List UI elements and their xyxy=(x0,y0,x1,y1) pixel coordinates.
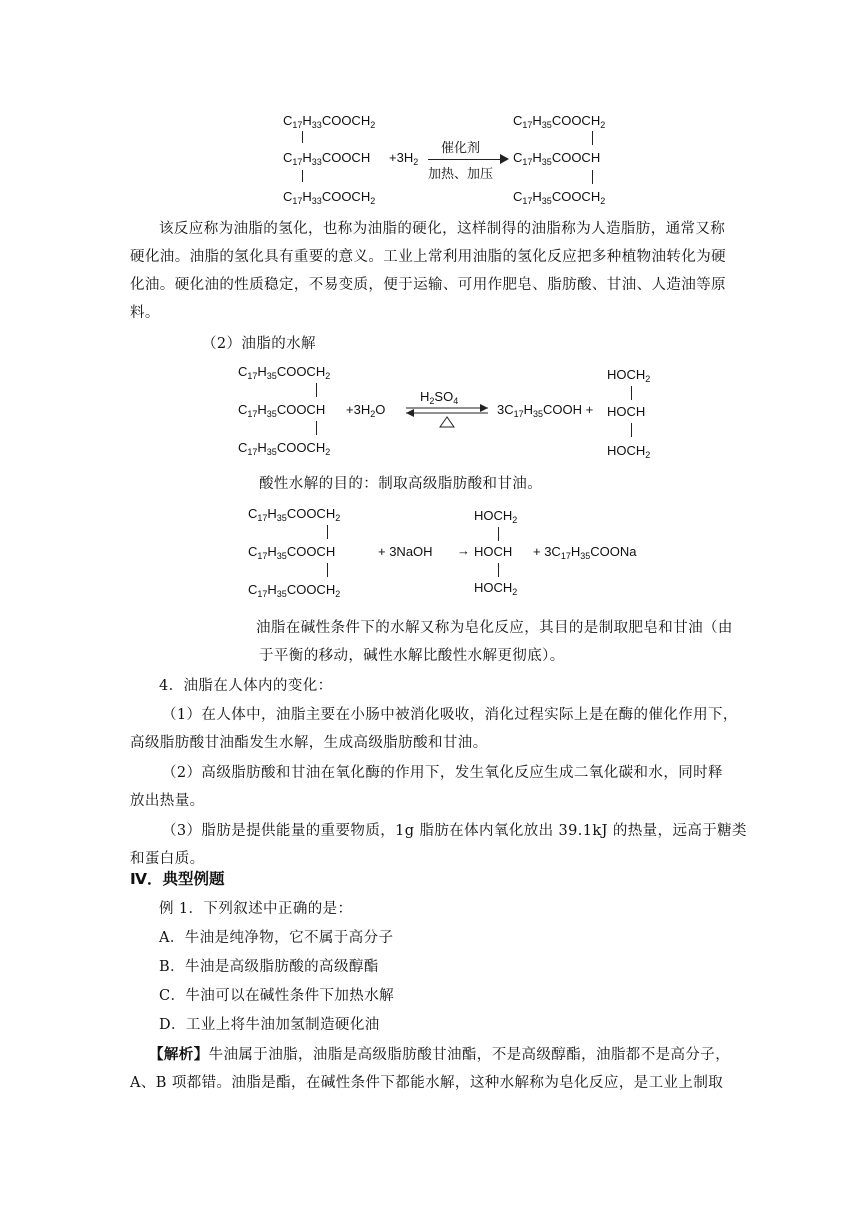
r1-bond xyxy=(302,131,303,143)
s4-p1-line-1: （1）在人体中，油脂主要在小肠中被消化吸收，消化过程实际上是在酶的催化作用下， xyxy=(162,707,738,723)
r1-condition: 加热、加压 xyxy=(428,167,494,182)
s4-p3-line-2: 和蛋白质。 xyxy=(130,851,205,867)
r1-reactant-line-1: $C_{17}H_{33}COOCH_2$ xyxy=(283,113,376,130)
r2-reactant-line-1: $C_{17}H_{35}COOCH_2$ xyxy=(238,364,331,381)
example-1-question: 例 1．下列叙述中正确的是： xyxy=(159,901,353,917)
r3-reagent: + 3NaOH xyxy=(378,544,433,559)
r1-catalyst: 催化剂 xyxy=(441,141,481,156)
r1-product-line-2: $C_{17}H_{35}COOCH$ xyxy=(513,150,601,167)
s4-p2-line-2: 放出热量。 xyxy=(130,793,205,809)
r2-reagent: $+3H_2O$ xyxy=(346,402,386,419)
acid-hydrolysis-purpose: 酸性水解的目的：制取高级脂肪酸和甘油。 xyxy=(259,476,543,492)
r1-bond xyxy=(302,170,303,182)
option-a: A．牛油是纯净物，它不属于高分子 xyxy=(159,930,394,946)
r1-arrow-head xyxy=(500,154,509,164)
r3-bond xyxy=(498,563,499,577)
section-4-title: 4．油脂在人体内的变化： xyxy=(159,678,333,694)
r3-bond xyxy=(327,563,328,577)
r2-reverse-arrowhead xyxy=(406,409,414,417)
r2-reactant-line-3: $C_{17}H_{35}COOCH_2$ xyxy=(238,440,331,457)
option-b: B．牛油是高级脂肪酸的高级醇酯 xyxy=(159,959,379,975)
r1-arrow-line xyxy=(428,159,506,160)
r2-reactant-line-2: $C_{17}H_{35}COOCH$ xyxy=(238,402,326,419)
r2-glycerol-line-3: $HOCH_2$ xyxy=(607,443,651,460)
saponification-line-1: 油脂在碱性条件下的水解又称为皂化反应，其目的是制取肥皂和甘油（由 xyxy=(256,620,733,636)
r2-equilibrium-arrows xyxy=(404,403,490,429)
analysis-text: 牛油属于油脂，油脂是高级脂肪酸甘油酯，不是高级醇酯，油脂都不是高分子， xyxy=(208,1047,731,1063)
text-line: 化油。硬化油的性质稳定，不易变质，便于运输、可用作肥皂、脂肪酸、甘油、人造油等原 xyxy=(130,277,726,293)
heat-triangle-icon xyxy=(440,417,454,427)
r1-reactant-line-2: $C_{17}H_{33}COOCH$ xyxy=(283,150,371,167)
option-c: C．牛油可以在碱性条件下加热水解 xyxy=(159,988,394,1004)
s4-p3-line-1: （3）脂肪是提供能量的重要物质，1g 脂肪在体内氧化放出 39.1kJ 的热量，远高于糖类 xyxy=(162,823,747,839)
r2-glycerol-line-1: $HOCH_2$ xyxy=(607,367,651,384)
text-line: 料。 xyxy=(130,305,160,321)
r2-bond xyxy=(316,383,317,397)
r1-reactant-line-3: $C_{17}H_{33}COOCH_2$ xyxy=(283,189,376,206)
analysis-line-1 xyxy=(149,1042,730,1068)
r1-reagent: $+3H_2$ xyxy=(389,150,419,167)
s4-p2-line-1: （2）高级脂肪酸和甘油在氧化酶的作用下，发生氧化反应生成二氧化碳和水，同时释 xyxy=(162,765,723,781)
r1-bond xyxy=(592,131,593,145)
r3-glycerol-line-3: $HOCH_2$ xyxy=(474,580,518,597)
r3-bond xyxy=(327,525,328,539)
text-line: 该反应称为油脂的氢化，也称为油脂的硬化，这样制得的油脂称为人造脂肪，通常又称 xyxy=(159,221,726,237)
r3-glycerol-line-1: $HOCH_2$ xyxy=(474,508,518,525)
r3-arrow: → xyxy=(457,543,470,558)
r2-forward-arrowhead xyxy=(480,404,488,412)
r1-product-line-1: $C_{17}H_{35}COOCH_2$ xyxy=(513,113,606,130)
r3-reactant-line-3: $C_{17}H_{35}COOCH_2$ xyxy=(248,582,341,599)
r2-bond xyxy=(631,386,632,400)
s4-p1-line-2: 高级脂肪酸甘油酯发生水解，生成高级脂肪酸和甘油。 xyxy=(130,735,488,751)
r2-product-acid: $3C_{17}H_{35}COOH$ + xyxy=(497,402,594,419)
r3-glycerol-line-2: HOCH xyxy=(474,544,513,559)
r3-reactant-line-1: $C_{17}H_{35}COOCH_2$ xyxy=(248,506,341,523)
r3-reactant-line-2: $C_{17}H_{35}COOCH$ xyxy=(248,544,336,561)
text-line: 硬化油。油脂的氢化具有重要的意义。工业上常利用油脂的氢化反应把多种植物油转化为硬 xyxy=(130,249,726,265)
subheading-hydrolysis: （2）油脂的水解 xyxy=(202,336,316,352)
r1-bond xyxy=(592,170,593,184)
r1-product-line-3: $C_{17}H_{35}COOCH_2$ xyxy=(513,189,606,206)
r3-bond xyxy=(498,527,499,541)
analysis-line-2: A、B 项都错。油脂是酯，在碱性条件下都能水解，这种水解称为皂化反应，是工业上制取 xyxy=(130,1075,724,1091)
heading-typical-examples: Ⅳ．典型例题 xyxy=(130,870,225,888)
r2-bond xyxy=(316,421,317,435)
saponification-line-2: 于平衡的移动，碱性水解比酸性水解更彻底）。 xyxy=(259,648,565,664)
analysis-label: 【解析】 xyxy=(149,1046,209,1063)
r3-product-salt: + $3C_{17}H_{35}COONa$ xyxy=(533,544,637,561)
r2-bond xyxy=(631,423,632,437)
option-d: D．工业上将牛油加氢制造硬化油 xyxy=(159,1017,380,1033)
r2-catalyst: $H_2SO_4$ xyxy=(420,389,459,406)
r2-glycerol-line-2: HOCH xyxy=(607,404,646,419)
